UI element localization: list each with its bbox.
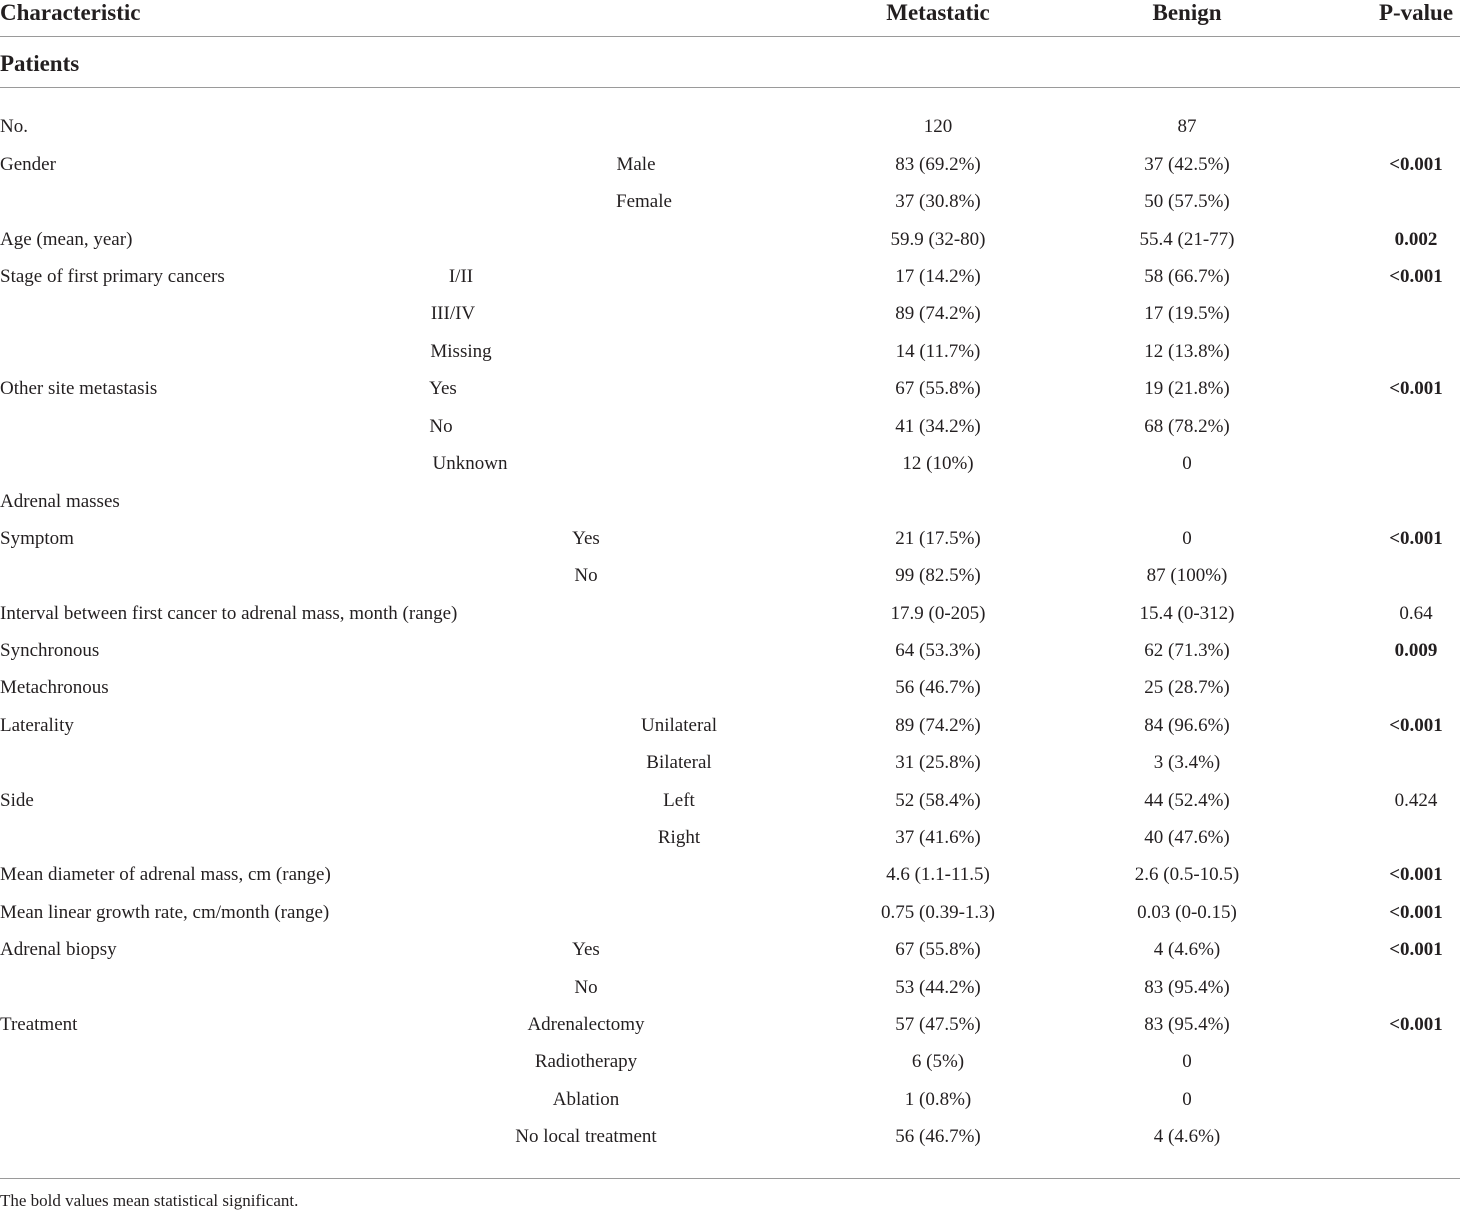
cell-benign: 87 (100%) [1146,565,1228,586]
row-label: Gender [0,154,56,175]
cell-metastatic: 21 (17.5%) [895,528,981,549]
cell-metastatic: 6 (5%) [911,1051,965,1072]
header-pvalue: P-value [1378,0,1454,25]
row-sublabel: Unknown [432,453,508,474]
row-sublabel: Missing [430,341,492,362]
cell-metastatic: 0.75 (0.39-1.3) [881,902,995,923]
cell-metastatic: 56 (46.7%) [895,1126,981,1147]
cell-pvalue: <0.001 [1389,154,1443,175]
cell-metastatic: 17 (14.2%) [895,266,981,287]
header-characteristic: Characteristic [0,0,141,25]
cell-metastatic: 99 (82.5%) [895,565,981,586]
row-sublabel: Adrenalectomy [527,1014,645,1035]
row-label: Laterality [0,715,74,736]
cell-metastatic: 17.9 (0-205) [890,603,986,624]
row-sublabel: III/IV [430,303,476,324]
header-benign: Benign [1152,0,1222,25]
cell-benign: 84 (96.6%) [1144,715,1230,736]
cell-benign: 44 (52.4%) [1144,790,1230,811]
row-label: Age (mean, year) [0,229,133,250]
cell-benign: 0 [1182,453,1192,474]
row-sublabel: I/II [448,266,474,287]
cell-benign: 50 (57.5%) [1144,191,1230,212]
cell-metastatic: 67 (55.8%) [895,939,981,960]
cell-metastatic: 89 (74.2%) [895,303,981,324]
row-label: Mean linear growth rate, cm/month (range) [0,902,330,923]
row-sublabel: Male [616,154,656,175]
cell-metastatic: 83 (69.2%) [895,154,981,175]
row-label: Adrenal biopsy [0,939,117,960]
cell-pvalue: <0.001 [1389,864,1443,885]
cell-benign: 12 (13.8%) [1144,341,1230,362]
cell-pvalue: <0.001 [1389,528,1443,549]
header-rule [0,36,1460,37]
cell-benign: 0 [1182,528,1192,549]
cell-benign: 83 (95.4%) [1144,1014,1230,1035]
cell-pvalue: <0.001 [1389,1014,1443,1035]
cell-benign: 17 (19.5%) [1144,303,1230,324]
cell-pvalue: 0.009 [1394,640,1438,661]
row-label: No. [0,116,28,137]
cell-metastatic: 12 (10%) [902,453,974,474]
row-label: Mean diameter of adrenal mass, cm (range) [0,864,331,885]
row-label: Symptom [0,528,74,549]
row-sublabel: Radiotherapy [534,1051,638,1072]
cell-benign: 62 (71.3%) [1144,640,1230,661]
cell-metastatic: 37 (41.6%) [895,827,981,848]
cell-benign: 87 [1177,116,1197,137]
cell-pvalue: <0.001 [1389,715,1443,736]
row-label: Metachronous [0,677,109,698]
cell-metastatic: 64 (53.3%) [895,640,981,661]
cell-benign: 83 (95.4%) [1144,977,1230,998]
footer-rule [0,1178,1460,1179]
cell-benign: 55.4 (21-77) [1139,229,1235,250]
cell-benign: 3 (3.4%) [1153,752,1221,773]
cell-benign: 40 (47.6%) [1144,827,1230,848]
cell-metastatic: 59.9 (32-80) [890,229,986,250]
cell-metastatic: 14 (11.7%) [895,341,981,362]
cell-pvalue: <0.001 [1389,266,1443,287]
cell-benign: 0.03 (0-0.15) [1137,902,1237,923]
row-sublabel: Bilateral [646,752,712,773]
row-label: Other site metastasis [0,378,158,399]
row-sublabel: Left [663,790,695,811]
row-label: Stage of first primary cancers [0,266,225,287]
cell-benign: 19 (21.8%) [1144,378,1230,399]
cell-metastatic: 57 (47.5%) [895,1014,981,1035]
cell-metastatic: 120 [923,116,953,137]
row-sublabel: Ablation [552,1089,620,1110]
cell-metastatic: 4.6 (1.1-11.5) [886,864,990,885]
row-sublabel: No [574,565,598,586]
row-sublabel: No [574,977,598,998]
cell-pvalue: <0.001 [1389,902,1443,923]
cell-benign: 0 [1182,1089,1192,1110]
row-sublabel: Right [657,827,701,848]
header-metastatic: Metastatic [886,0,990,25]
cell-metastatic: 67 (55.8%) [895,378,981,399]
row-label: Adrenal masses [0,491,120,512]
footnote: The bold values mean statistical significant. [0,1191,299,1210]
cell-metastatic: 1 (0.8%) [904,1089,972,1110]
row-label: Synchronous [0,640,100,661]
cell-benign: 4 (4.6%) [1153,939,1221,960]
cell-metastatic: 52 (58.4%) [895,790,981,811]
cell-pvalue: <0.001 [1389,939,1443,960]
row-sublabel: Yes [572,939,600,960]
row-sublabel: No local treatment [515,1126,657,1147]
cell-pvalue: 0.64 [1399,603,1433,624]
cell-benign: 15.4 (0-312) [1139,603,1235,624]
cell-pvalue: 0.424 [1394,790,1438,811]
cell-benign: 0 [1182,1051,1192,1072]
cell-benign: 4 (4.6%) [1153,1126,1221,1147]
cell-benign: 2.6 (0.5-10.5) [1134,864,1240,885]
section-title: Patients [0,51,80,76]
row-label: Side [0,790,34,811]
row-label: Interval between first cancer to adrenal mass, month (range) [0,603,458,624]
section-rule [0,87,1460,88]
cell-metastatic: 37 (30.8%) [895,191,981,212]
cell-pvalue: <0.001 [1389,378,1443,399]
row-sublabel: No [429,416,453,437]
row-sublabel: Unilateral [641,715,717,736]
cell-metastatic: 56 (46.7%) [895,677,981,698]
cell-benign: 58 (66.7%) [1144,266,1230,287]
cell-metastatic: 53 (44.2%) [895,977,981,998]
cell-pvalue: 0.002 [1394,229,1438,250]
cell-metastatic: 41 (34.2%) [895,416,981,437]
cell-benign: 25 (28.7%) [1144,677,1230,698]
cell-benign: 68 (78.2%) [1144,416,1230,437]
cell-metastatic: 89 (74.2%) [895,715,981,736]
row-label: Treatment [0,1014,78,1035]
cell-benign: 37 (42.5%) [1144,154,1230,175]
row-sublabel: Female [616,191,672,212]
row-sublabel: Yes [572,528,600,549]
row-sublabel: Yes [429,378,457,399]
cell-metastatic: 31 (25.8%) [895,752,981,773]
